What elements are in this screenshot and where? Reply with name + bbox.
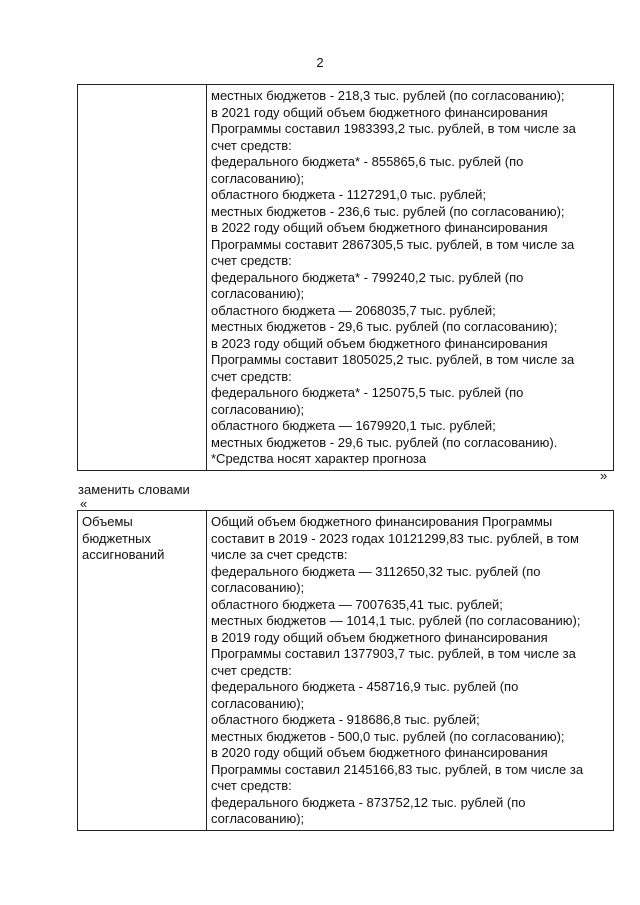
text-line: Общий объем бюджетного финансирования Программы <box>211 514 553 529</box>
text-line: областного бюджета - 918686,8 тыс. рублей; <box>211 712 480 727</box>
opening-quote-mark: « <box>80 496 88 511</box>
text-line: счет средств: <box>211 662 292 678</box>
text-line: согласованию); <box>211 401 305 417</box>
text-line: федерального бюджета - 458716,9 тыс. рублей (по <box>211 679 519 694</box>
text-line: федерального бюджета — 3112650,32 тыс. рублей (по <box>211 563 541 579</box>
text-line: согласованию); <box>211 695 305 711</box>
text-line: согласованию); <box>211 580 305 595</box>
text-line: местных бюджетов - 218,3 тыс. рублей (по согласованию); <box>211 88 565 103</box>
table-left-cell <box>78 511 207 831</box>
text-line: согласованию); <box>211 286 305 301</box>
text-line: местных бюджетов - 29,6 тыс. рублей (по согласованию). <box>211 434 558 450</box>
text-line: областного бюджета — 2068035,7 тыс. рублей; <box>211 302 496 318</box>
text-line: в 2021 году общий объем бюджетного финансирования <box>211 104 548 120</box>
text-line: счет средств: <box>211 137 292 153</box>
closing-quote-mark: » <box>600 468 608 483</box>
text-line: федерального бюджета* - 125075,5 тыс. рублей (по <box>211 385 524 400</box>
text-block <box>211 88 609 468</box>
text-line: местных бюджетов - 500,0 тыс. рублей (по согласованию); <box>211 728 565 744</box>
text-line: в 2022 году общий объем бюджетного финансирования <box>211 220 548 235</box>
text-line: местных бюджетов - 236,6 тыс. рублей (по согласованию); <box>211 203 565 219</box>
text-line: счет средств: <box>211 368 292 384</box>
text-line: федерального бюджета - 873752,12 тыс. рублей (по <box>211 794 526 810</box>
text-line: местных бюджетов - 29,6 тыс. рублей (по согласованию); <box>211 319 558 334</box>
text-line: ассигнований <box>82 547 165 562</box>
text-line: в 2023 году общий объем бюджетного финансирования <box>211 335 548 351</box>
table-left-cell <box>78 85 207 471</box>
text-line: в 2019 году общий объем бюджетного финансирования <box>211 629 548 645</box>
budget-table-new <box>77 510 614 831</box>
budget-table-old <box>77 84 614 471</box>
text-block <box>211 514 609 828</box>
text-line: областного бюджета — 1679920,1 тыс. рублей; <box>211 418 496 433</box>
table-row <box>78 511 614 831</box>
text-line: счет средств: <box>211 778 292 793</box>
text-line: в 2020 году общий объем бюджетного финансирования <box>211 745 548 760</box>
text-line: Программы составил 2145166,83 тыс. рублей, в том числе за <box>211 761 584 777</box>
text-line: согласованию); <box>211 170 305 186</box>
text-line: Программы составит 1805025,2 тыс. рублей, в том числе за <box>211 352 575 367</box>
text-line: местных бюджетов — 1014,1 тыс. рублей (по согласованию); <box>211 613 581 628</box>
text-line: составит в 2019 - 2023 годах 10121299,83 тыс. рублей, в том <box>211 530 579 546</box>
text-line: федерального бюджета* - 799240,2 тыс. рублей (по <box>211 269 524 285</box>
text-line: федерального бюджета* - 855865,6 тыс. рублей (по <box>211 154 524 169</box>
text-line: числе за счет средств: <box>211 547 348 562</box>
text-line: областного бюджета - 1127291,0 тыс. рублей; <box>211 187 487 202</box>
text-line: Программы составит 2867305,5 тыс. рублей, в том числе за <box>211 236 575 252</box>
table-right-cell <box>207 511 614 831</box>
text-line: *Средства носят характер прогноза <box>211 451 427 466</box>
text-line: счет средств: <box>211 253 292 268</box>
text-line: областного бюджета — 7007635,41 тыс. рублей; <box>211 596 503 612</box>
text-line: Программы составил 1377903,7 тыс. рублей, в том числе за <box>211 646 576 661</box>
row-heading <box>82 514 202 564</box>
table-right-cell <box>207 85 614 471</box>
text-line: Объемы <box>82 514 133 529</box>
table-row <box>78 85 614 471</box>
page-number: 2 <box>316 55 324 70</box>
replace-instruction: заменить словами <box>78 482 190 497</box>
text-line: бюджетных <box>82 530 151 546</box>
text-line: Программы составил 1983393,2 тыс. рублей, в том числе за <box>211 121 576 136</box>
text-line: согласованию); <box>211 811 305 826</box>
